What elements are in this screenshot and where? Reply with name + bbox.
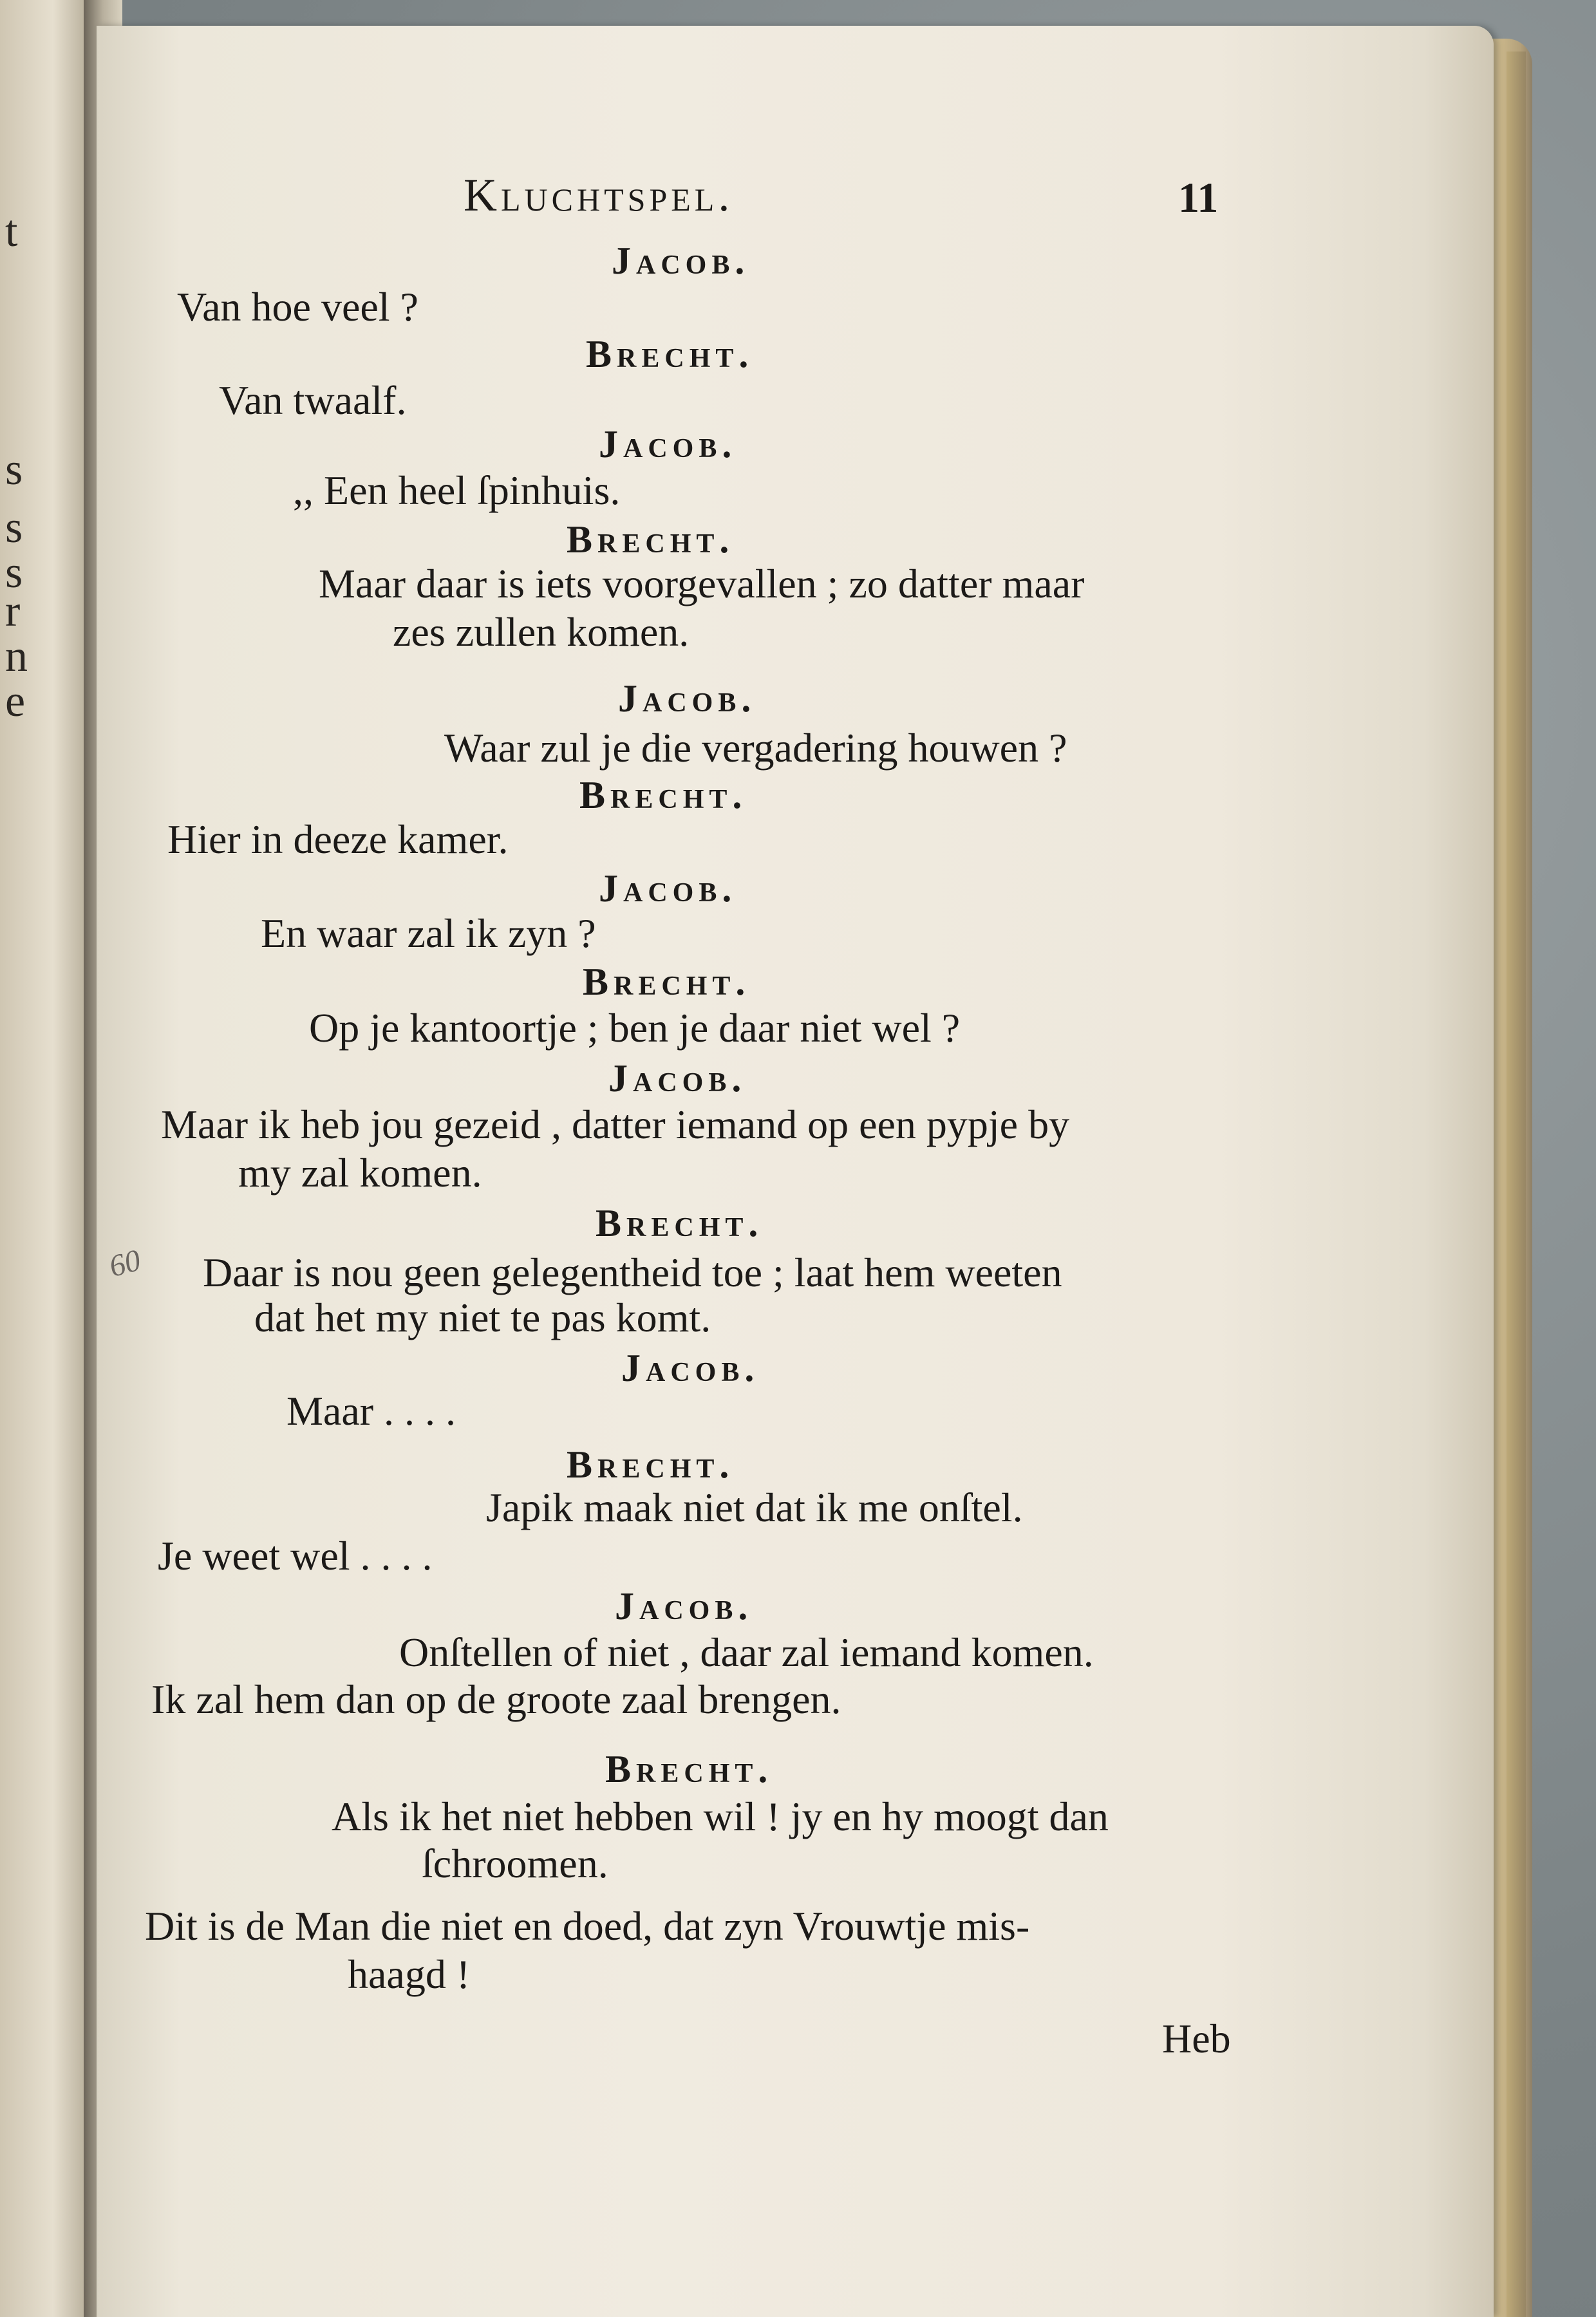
speech-line: ,, Een heel ſpinhuis. [293, 467, 621, 513]
speaker-name: Jacob. [608, 1057, 747, 1100]
speech-line: Van twaalf. [219, 377, 407, 423]
speaker-name: Jacob. [599, 423, 737, 465]
speech-line: Op je kantoortje ; ben je daar niet wel ? [309, 1005, 961, 1051]
speech-line: Je weet wel . . . . [158, 1533, 433, 1579]
speaker-name: Brecht. [567, 1443, 735, 1486]
speech-line: my zal komen. [238, 1150, 482, 1196]
margin-pencil-note: 60 [105, 1243, 145, 1284]
speaker-name: Jacob. [615, 1585, 753, 1628]
speaker-name: Brecht. [605, 1748, 773, 1790]
speech-line: Hier in deeze kamer. [167, 816, 509, 862]
catchword: Heb [1162, 2016, 1231, 2061]
speech-line: Maar ik heb jou gezeid , datter iemand op een pypje by [161, 1102, 1070, 1147]
speech-line: Onſtellen of niet , daar zal iemand komen. [399, 1629, 1094, 1675]
speaker-name: Brecht. [579, 774, 747, 816]
running-head: Kluchtspel. [464, 169, 734, 221]
speech-line: Waar zul je die vergadering houwen ? [444, 725, 1067, 771]
speech-line: haagd ! [348, 1951, 471, 1997]
speaker-name: Jacob. [618, 677, 756, 720]
speech-line: Maar daar is iets voorgevallen ; zo datter maar [319, 561, 1085, 606]
speaker-name: Brecht. [586, 333, 754, 375]
speech-line: Maar . . . . [286, 1388, 456, 1434]
speech-line: Van hoe veel ? [177, 284, 418, 330]
page-number: 11 [1178, 174, 1219, 221]
left-page-fragment: s [5, 548, 23, 597]
speech-line: Japik maak niet dat ik me onſtel. [486, 1485, 1023, 1530]
left-page-fragment: t [5, 207, 18, 256]
speaker-name: Jacob. [599, 867, 737, 910]
speech-line: En waar zal ik zyn ? [261, 910, 596, 956]
speaker-name: Brecht. [567, 518, 735, 561]
speech-line: Dit is de Man die niet en doed, dat zyn Vrouwtje mis- [145, 1903, 1030, 1949]
speech-line: zes zullen komen. [393, 609, 690, 655]
left-page-fragment: s [5, 503, 23, 552]
speaker-name: Brecht. [596, 1202, 764, 1244]
speaker-name: Jacob. [621, 1347, 760, 1389]
speech-line: dat het my niet te pas komt. [254, 1295, 711, 1340]
speaker-name: Jacob. [612, 239, 750, 282]
left-page-fragment: s [5, 445, 23, 494]
speech-line: Als ik het niet hebben wil ! jy en hy moogt dan [332, 1794, 1109, 1839]
left-page-fragment: r [5, 586, 21, 636]
speech-line: Ik zal hem dan op de groote zaal brengen. [151, 1676, 841, 1722]
speech-line: ſchroomen. [422, 1841, 608, 1886]
speech-line: Daar is nou geen gelegentheid toe ; laat hem weeten [203, 1250, 1062, 1295]
left-page-fragment: e [5, 677, 26, 726]
left-page-fragment: n [5, 632, 28, 681]
speaker-name: Brecht. [583, 961, 751, 1003]
